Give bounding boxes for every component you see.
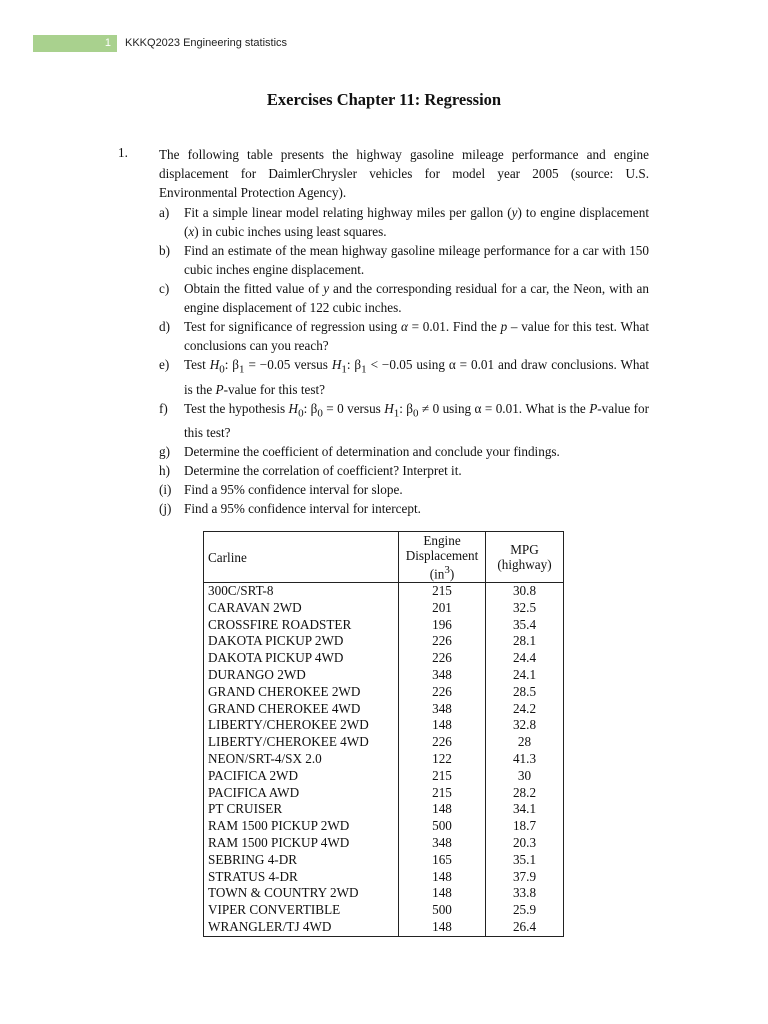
cell-mpg: 37.9 <box>486 869 564 886</box>
question-intro: The following table presents the highway gasoline mileage performance and engine displacement for DaimlerChrysler vehicles for model year 2005 (source: U.S. Environmental Protection Agency). <box>159 147 649 200</box>
col-header-engine: Engine Displacement $(in^3)$ <box>399 532 486 583</box>
part-label: a) <box>159 205 170 220</box>
question-parts <box>159 203 649 518</box>
part-label: d) <box>159 319 170 334</box>
cell-engine-displacement: 226 <box>399 684 486 701</box>
part-label: (j) <box>159 501 172 517</box>
part-label: c) <box>159 281 170 296</box>
cell-carline: LIBERTY/CHEROKEE 2WD <box>204 717 399 734</box>
cell-engine-displacement: 226 <box>399 633 486 650</box>
document-title: Exercises Chapter 11: Regression <box>266 90 502 109</box>
cell-mpg: 35.4 <box>486 617 564 634</box>
cell-mpg: 28.2 <box>486 785 564 802</box>
engine-unit-base: in <box>434 566 445 582</box>
cell-engine-displacement: 196 <box>399 617 486 634</box>
question-part <box>159 480 649 499</box>
cell-carline: VIPER CONVERTIBLE <box>204 902 399 919</box>
cell-engine-displacement: 348 <box>399 667 486 684</box>
cell-mpg: 24.2 <box>486 701 564 718</box>
mpg-header-line1: MPG <box>510 542 539 557</box>
part-label: f) <box>159 400 168 416</box>
part-text: Fit a simple linear model relating highway miles per gallon (y) to engine displacement (x) in cubic inches using least squares. <box>184 205 649 239</box>
cell-mpg: 32.5 <box>486 600 564 617</box>
cell-mpg: 20.3 <box>486 835 564 852</box>
cell-mpg: 34.1 <box>486 801 564 818</box>
cell-mpg: 41.3 <box>486 751 564 768</box>
cell-mpg: 18.7 <box>486 818 564 835</box>
part-text: Determine the correlation of coefficient? Interpret it. <box>184 463 462 479</box>
cell-carline: LIBERTY/CHEROKEE 4WD <box>204 734 399 751</box>
table-row <box>204 633 564 650</box>
cell-carline: TOWN & COUNTRY 2WD <box>204 885 399 902</box>
part-label: e) <box>159 357 170 372</box>
cell-engine-displacement: 148 <box>399 919 486 936</box>
cell-mpg: 26.4 <box>486 919 564 936</box>
table-row <box>204 684 564 701</box>
table-row <box>204 734 564 751</box>
cell-carline: RAM 1500 PICKUP 4WD <box>204 835 399 852</box>
cell-carline: PACIFICA 2WD <box>204 768 399 785</box>
part-text: Find an estimate of the mean highway gasoline mileage performance for a car with 150 cubic inches engine displacement. <box>184 243 649 277</box>
cell-engine-displacement: 348 <box>399 835 486 852</box>
table-row <box>204 768 564 785</box>
mpg-header-line2: (highway) <box>497 557 552 572</box>
table-row <box>204 885 564 902</box>
cell-engine-displacement: 215 <box>399 583 486 600</box>
cell-carline: GRAND CHEROKEE 4WD <box>204 701 399 718</box>
table-row <box>204 667 564 684</box>
col-header-mpg <box>486 532 564 583</box>
cell-carline: PACIFICA AWD <box>204 785 399 802</box>
part-text: Test for significance of regression using α = 0.01. Find the p – value for this test. What conclusions can you reach? <box>184 319 650 353</box>
question-part <box>159 442 649 461</box>
table-row <box>204 717 564 734</box>
part-label: b) <box>159 243 170 258</box>
cell-engine-displacement: 148 <box>399 717 486 734</box>
cell-mpg: 28 <box>486 734 564 751</box>
question-part <box>159 317 649 355</box>
part-label: (i) <box>159 482 172 498</box>
page-number: 1 <box>33 35 117 52</box>
cell-carline: NEON/SRT-4/SX 2.0 <box>204 751 399 768</box>
question-part <box>159 461 649 480</box>
table-row <box>204 701 564 718</box>
cell-carline: 300C/SRT-8 <box>204 583 399 600</box>
cell-engine-displacement: 500 <box>399 818 486 835</box>
cell-mpg: 32.8 <box>486 717 564 734</box>
part-text: Find a 95% confidence interval for slope. <box>184 482 403 498</box>
table-row <box>204 902 564 919</box>
cell-engine-displacement: 226 <box>399 734 486 751</box>
part-text: Obtain the fitted value of y and the corresponding residual for a car, the Neon, with an engine displacement of 122 cubic inches. <box>184 281 649 315</box>
page-header <box>33 35 287 52</box>
cell-mpg: 35.1 <box>486 852 564 869</box>
table-row <box>204 785 564 802</box>
engine-unit-exp: 3 <box>444 563 450 576</box>
table-row <box>204 869 564 886</box>
cell-mpg: 30.8 <box>486 583 564 600</box>
cell-carline: SEBRING 4-DR <box>204 852 399 869</box>
part-text: Find a 95% confidence interval for intercept. <box>184 501 421 517</box>
data-table <box>203 531 564 937</box>
engine-header-line2: Displacement <box>405 547 479 563</box>
question-part <box>159 203 649 241</box>
table-row <box>204 650 564 667</box>
table-row <box>204 617 564 634</box>
table-row <box>204 801 564 818</box>
cell-engine-displacement: 148 <box>399 869 486 886</box>
cell-engine-displacement: 215 <box>399 768 486 785</box>
course-title: KKKQ2023 Engineering statistics <box>125 37 288 49</box>
cell-carline: CARAVAN 2WD <box>204 600 399 617</box>
cell-carline: WRANGLER/TJ 4WD <box>204 919 399 936</box>
cell-carline: PT CRUISER <box>204 801 399 818</box>
cell-mpg: 33.8 <box>486 885 564 902</box>
cell-mpg: 24.4 <box>486 650 564 667</box>
table-row <box>204 600 564 617</box>
cell-carline: DAKOTA PICKUP 4WD <box>204 650 399 667</box>
question-part <box>159 399 649 443</box>
cell-engine-displacement: 201 <box>399 600 486 617</box>
cell-carline: DAKOTA PICKUP 2WD <box>204 633 399 650</box>
question-part <box>159 355 649 399</box>
cell-engine-displacement: 348 <box>399 701 486 718</box>
table-row <box>204 818 564 835</box>
cell-carline: STRATUS 4-DR <box>204 869 399 886</box>
cell-engine-displacement: 148 <box>399 885 486 902</box>
cell-mpg: 28.1 <box>486 633 564 650</box>
table-header-row <box>204 532 564 583</box>
part-text: Test the hypothesis $H_0$: $\beta_0 = 0$ versus $H_1$: $\beta_0 \ne 0$ using α = 0.01. What is the P-value for this test? <box>184 400 649 441</box>
cell-mpg: 30 <box>486 768 564 785</box>
part-text: Determine the coefficient of determination and conclude your findings. <box>184 444 560 460</box>
part-text: Test $H_0$: $\beta_1 = -0.05$ versus $H_1$: $\beta_1 < -0.05$ using α = 0.01 and draw conclusions. What is the P-value for this test? <box>184 357 650 397</box>
table-row <box>204 852 564 869</box>
cell-mpg: 28.5 <box>486 684 564 701</box>
cell-carline: DURANGO 2WD <box>204 667 399 684</box>
cell-engine-displacement: 165 <box>399 852 486 869</box>
table-row <box>204 751 564 768</box>
cell-engine-displacement: 122 <box>399 751 486 768</box>
cell-carline: CROSSFIRE ROADSTER <box>204 617 399 634</box>
question-part <box>159 241 649 279</box>
cell-engine-displacement: 215 <box>399 785 486 802</box>
part-label: h) <box>159 463 170 479</box>
question-part <box>159 499 649 518</box>
table-row <box>204 583 564 600</box>
part-label: g) <box>159 444 170 460</box>
cell-engine-displacement: 148 <box>399 801 486 818</box>
cell-engine-displacement: 226 <box>399 650 486 667</box>
engine-header-line1: Engine <box>423 532 461 548</box>
question-part <box>159 279 649 317</box>
table-row <box>204 919 564 936</box>
cell-mpg: 25.9 <box>486 902 564 919</box>
col-header-carline: Carline <box>204 532 399 583</box>
table-row <box>204 835 564 852</box>
cell-carline: GRAND CHEROKEE 2WD <box>204 684 399 701</box>
cell-engine-displacement: 500 <box>399 902 486 919</box>
cell-carline: RAM 1500 PICKUP 2WD <box>204 818 399 835</box>
question-number: 1. <box>118 145 128 160</box>
cell-mpg: 24.1 <box>486 667 564 684</box>
